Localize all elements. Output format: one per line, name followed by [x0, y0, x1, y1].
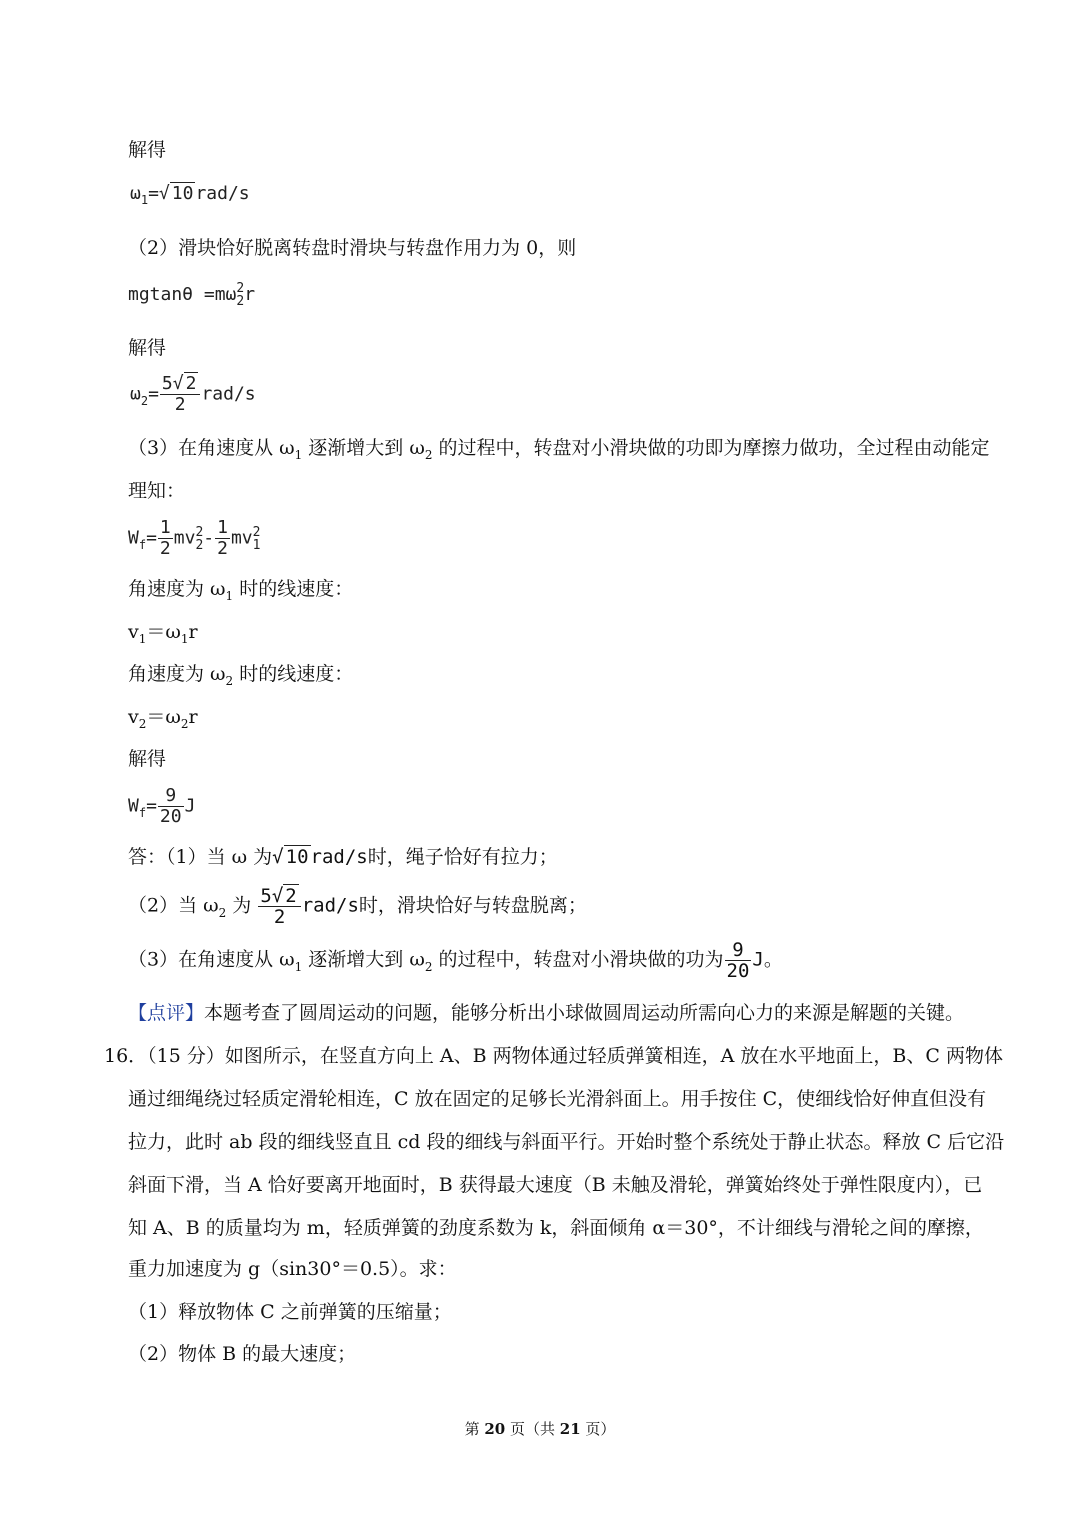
- sqrt-symbol-icon: √: [271, 885, 284, 907]
- answer-line-2: （2）当 $\omega_2$ 为 $\frac{5√ 2}{2}$ rad/s时，滑块恰好与转盘脱离；: [128, 885, 587, 928]
- page-footer: 第 20 页（共 21 页）: [464, 1420, 616, 1438]
- text-jiede-2: 解得: [128, 337, 167, 359]
- q16-part-1: （1）释放物体 C 之前弹簧的压缩量；: [128, 1301, 452, 1323]
- q16-line-5: 知 A、B 的质量均为 m，轻质弹簧的劲度系数为 k，斜面倾角 α＝30°，不计细线与滑轮之间的摩擦，: [128, 1217, 984, 1239]
- review-line: 【点评】本题考查了圆周运动的问题，能够分析出小球做圆周运动所需向心力的来源是解题的关键。: [128, 1002, 965, 1024]
- page-number: 20: [484, 1420, 506, 1438]
- equation-omega1: $\omega_1=√$ 10 rad/s: [130, 183, 250, 207]
- page-total: 21: [559, 1420, 581, 1438]
- sqrt-symbol-icon: √: [172, 373, 184, 394]
- q16-line-4: 斜面下滑，当 A 恰好要离开地面时，B 获得最大速度（B 未触及滑轮，弹簧始终处于弹性限度内），已: [128, 1174, 983, 1196]
- q16-line-1: 16．（15 分）如图所示，在竖直方向上 A、B 两物体通过轻质弹簧相连，A 放在水平地面上，B、C 两物体: [104, 1045, 1003, 1067]
- text-jiede-3: 解得: [128, 748, 167, 770]
- text-jiede-1: 解得: [128, 139, 167, 161]
- answer-line-1: 答：（1）当 ω 为√ 10 rad/s时，绳子恰好有拉力；: [128, 846, 558, 868]
- text-part3-intro: （3）在角速度从 $\omega_1$ 逐渐增大到 $\omega_2$ 的过程中，转盘对小滑块做的功即为摩擦力做功，全过程由动能定: [128, 437, 990, 462]
- sqrt-symbol-icon: √: [272, 846, 284, 868]
- review-tag: 【点评】: [128, 1002, 205, 1024]
- sqrt-symbol-icon: √: [158, 183, 170, 204]
- equation-omega2: $\omega_2=$ $\frac{5√ 2}{2}$ rad/s: [130, 373, 256, 415]
- answer-line-3: （3）在角速度从 $\omega_1$ 逐渐增大到 $\omega_2$ 的过程中，转盘对小滑块做的功为 $\frac{9}{20}$ J。: [128, 939, 783, 982]
- text-part2-condition: （2）滑块恰好脱离转盘时滑块与转盘作用力为 0，则: [128, 237, 577, 259]
- q16-line-3: 拉力，此时 ab 段的细线竖直且 cd 段的细线与斜面平行。开始时整个系统处于静止状态。释放 C 后它沿: [128, 1131, 1005, 1153]
- equation-work-energy: $W_f=$ $\frac{1}{2}$ mv 2 2 - $\frac{1}{2}$ mv 2 1: [128, 517, 261, 559]
- equation-v1: $v_1=\omega_1r$: [128, 621, 198, 646]
- q16-part-2: （2）物体 B 的最大速度；: [128, 1343, 357, 1365]
- equation-v2: $v_2=\omega_2r$: [128, 706, 198, 731]
- text-linear-speed-2: 角速度为 $\omega_2$ 时的线速度：: [128, 663, 354, 688]
- text-part3-intro-cont: 理知：: [128, 480, 186, 502]
- equation-work-result: $W_f=$ $\frac{9}{20}$ J: [128, 785, 196, 827]
- q16-line-6: 重力加速度为 g（sin30°＝0.5）。求：: [128, 1258, 457, 1280]
- text-linear-speed-1: 角速度为 $\omega_1$ 时的线速度：: [128, 578, 354, 603]
- equation-force-balance: mgtanθ =mω 2 2 r: [128, 281, 256, 309]
- q16-line-2: 通过细绳绕过轻质定滑轮相连，C 放在固定的足够长光滑斜面上。用手按住 C，使细线恰好伸直但没有: [128, 1088, 987, 1110]
